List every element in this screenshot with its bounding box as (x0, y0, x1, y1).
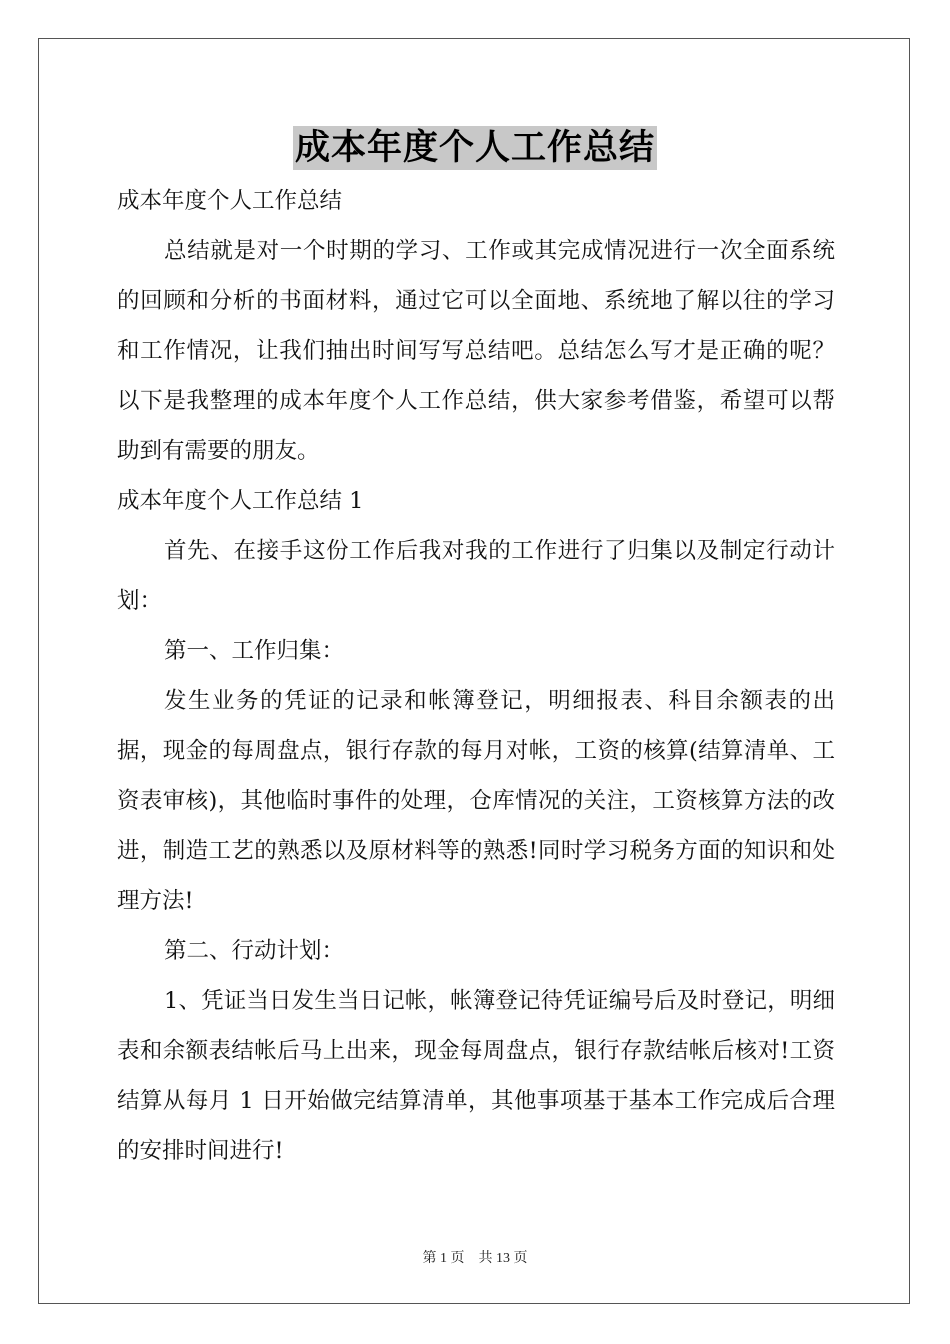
paragraph: 第二、行动计划： (164, 938, 345, 964)
paragraph: 总结就是对一个时期的学习、工作或其完成情况进行一次全面系统的回顾和分析的书面材料，通过它可以全面地、系统地了解以往的学习和工作情况，让我们抽出时间写写总结吧。总结怎么写才是正确的呢？以下是我整理的成本年度个人工作总结，供大家参考借鉴，希望可以帮助到有需要的朋友。 (117, 238, 835, 464)
document-title: 成本年度个人工作总结 (294, 128, 655, 168)
page-footer: 第 1 页 共 13 页 (422, 1251, 528, 1266)
paragraph: 成本年度个人工作总结 1 (117, 488, 364, 514)
paragraph: 第一、工作归集： (164, 638, 345, 664)
title-container (0, 126, 950, 170)
paragraph: 首先、在接手这份工作后我对我的工作进行了归集以及制定行动计划： (117, 538, 835, 614)
document-body (117, 176, 835, 1176)
paragraph: 发生业务的凭证的记录和帐簿登记，明细报表、科目余额表的出据，现金的每周盘点，银行存款的每月对帐，工资的核算(结算清单、工资表审核)，其他临时事件的处理，仓库情况的关注，工资核算方法的改进，制造工艺的熟悉以及原材料等的熟悉!同时学习税务方面的知识和处理方法! (117, 688, 835, 914)
paragraph: 1、凭证当日发生当日记帐，帐簿登记待凭证编号后及时登记，明细表和余额表结帐后马上出来，现金每周盘点，银行存款结帐后核对!工资结算从每月 1 日开始做完结算清单，其他事项基于基本工作完成后合理的安排时间进行! (117, 988, 835, 1164)
paragraph: 成本年度个人工作总结 (117, 188, 343, 214)
